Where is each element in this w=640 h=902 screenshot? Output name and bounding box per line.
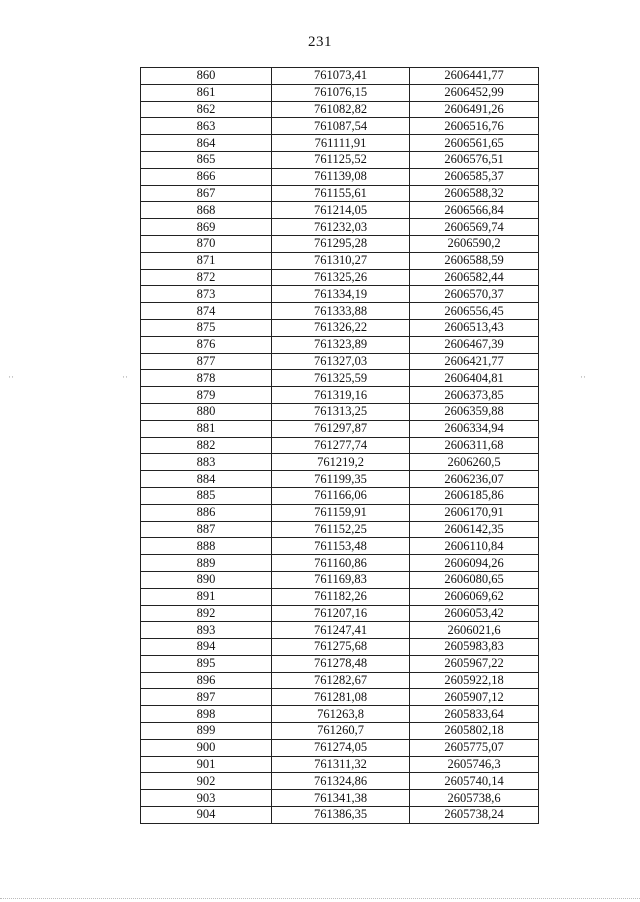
y-coordinate-cell: 2606588,59 (410, 252, 539, 269)
table-row (141, 353, 539, 370)
point-number-cell: 876 (141, 336, 272, 353)
y-coordinate-cell: 2605775,07 (410, 739, 539, 756)
y-coordinate-cell: 2606588,32 (410, 185, 539, 202)
coordinates-table (140, 67, 539, 824)
x-coordinate-cell: 761327,03 (272, 353, 410, 370)
point-number-cell: 901 (141, 756, 272, 773)
y-coordinate-cell: 2606094,26 (410, 555, 539, 572)
point-number-cell: 879 (141, 387, 272, 404)
point-number-cell: 871 (141, 252, 272, 269)
table-row (141, 588, 539, 605)
table-row (141, 252, 539, 269)
y-coordinate-cell: 2606421,77 (410, 353, 539, 370)
table-row (141, 403, 539, 420)
x-coordinate-cell: 761139,08 (272, 168, 410, 185)
table-row (141, 101, 539, 118)
x-coordinate-cell: 761153,48 (272, 538, 410, 555)
table-row (141, 202, 539, 219)
y-coordinate-cell: 2606441,77 (410, 68, 539, 85)
y-coordinate-cell: 2606556,45 (410, 303, 539, 320)
table-row (141, 151, 539, 168)
y-coordinate-cell: 2605738,6 (410, 790, 539, 807)
x-coordinate-cell: 761160,86 (272, 555, 410, 572)
point-number-cell: 863 (141, 118, 272, 135)
x-coordinate-cell: 761282,67 (272, 672, 410, 689)
y-coordinate-cell: 2606452,99 (410, 84, 539, 101)
x-coordinate-cell: 761326,22 (272, 319, 410, 336)
table-row (141, 487, 539, 504)
point-number-cell: 861 (141, 84, 272, 101)
x-coordinate-cell: 761325,59 (272, 370, 410, 387)
table-row (141, 689, 539, 706)
y-coordinate-cell: 2606142,35 (410, 521, 539, 538)
table-row (141, 118, 539, 135)
page-number: 231 (308, 34, 332, 50)
point-number-cell: 894 (141, 639, 272, 656)
table-body (141, 68, 539, 824)
x-coordinate-cell: 761219,2 (272, 454, 410, 471)
y-coordinate-cell: 2606069,62 (410, 588, 539, 605)
point-number-cell: 865 (141, 151, 272, 168)
x-coordinate-cell: 761277,74 (272, 437, 410, 454)
point-number-cell: 893 (141, 622, 272, 639)
point-number-cell: 887 (141, 521, 272, 538)
y-coordinate-cell: 2606080,65 (410, 571, 539, 588)
y-coordinate-cell: 2606334,94 (410, 420, 539, 437)
scan-edge (0, 898, 640, 899)
y-coordinate-cell: 2606513,43 (410, 319, 539, 336)
y-coordinate-cell: 2606110,84 (410, 538, 539, 555)
x-coordinate-cell: 761333,88 (272, 303, 410, 320)
x-coordinate-cell: 761152,25 (272, 521, 410, 538)
table-row (141, 471, 539, 488)
point-number-cell: 873 (141, 286, 272, 303)
x-coordinate-cell: 761169,83 (272, 571, 410, 588)
y-coordinate-cell: 2606566,84 (410, 202, 539, 219)
point-number-cell: 862 (141, 101, 272, 118)
point-number-cell: 898 (141, 706, 272, 723)
table-row (141, 672, 539, 689)
y-coordinate-cell: 2606021,6 (410, 622, 539, 639)
point-number-cell: 869 (141, 219, 272, 236)
y-coordinate-cell: 2605833,64 (410, 706, 539, 723)
y-coordinate-cell: 2605922,18 (410, 672, 539, 689)
x-coordinate-cell: 761323,89 (272, 336, 410, 353)
x-coordinate-cell: 761260,7 (272, 723, 410, 740)
y-coordinate-cell: 2606359,88 (410, 403, 539, 420)
x-coordinate-cell: 761295,28 (272, 235, 410, 252)
point-number-cell: 891 (141, 588, 272, 605)
x-coordinate-cell: 761278,48 (272, 655, 410, 672)
x-coordinate-cell: 761182,26 (272, 588, 410, 605)
table-row (141, 269, 539, 286)
point-number-cell: 885 (141, 487, 272, 504)
point-number-cell: 883 (141, 454, 272, 471)
y-coordinate-cell: 2606236,07 (410, 471, 539, 488)
y-coordinate-cell: 2605746,3 (410, 756, 539, 773)
point-number-cell: 870 (141, 235, 272, 252)
y-coordinate-cell: 2605740,14 (410, 773, 539, 790)
table-row (141, 739, 539, 756)
y-coordinate-cell: 2606467,39 (410, 336, 539, 353)
point-number-cell: 867 (141, 185, 272, 202)
y-coordinate-cell: 2606569,74 (410, 219, 539, 236)
table-row (141, 420, 539, 437)
table-row (141, 319, 539, 336)
table-row (141, 437, 539, 454)
point-number-cell: 903 (141, 790, 272, 807)
point-number-cell: 874 (141, 303, 272, 320)
point-number-cell: 888 (141, 538, 272, 555)
y-coordinate-cell: 2605967,22 (410, 655, 539, 672)
table-row (141, 807, 539, 824)
y-coordinate-cell: 2605802,18 (410, 723, 539, 740)
table-row (141, 571, 539, 588)
y-coordinate-cell: 2606491,26 (410, 101, 539, 118)
x-coordinate-cell: 761297,87 (272, 420, 410, 437)
table-row (141, 370, 539, 387)
x-coordinate-cell: 761111,91 (272, 135, 410, 152)
point-number-cell: 896 (141, 672, 272, 689)
point-number-cell: 900 (141, 739, 272, 756)
x-coordinate-cell: 761214,05 (272, 202, 410, 219)
point-number-cell: 878 (141, 370, 272, 387)
table-row (141, 521, 539, 538)
x-coordinate-cell: 761199,35 (272, 471, 410, 488)
x-coordinate-cell: 761325,26 (272, 269, 410, 286)
point-number-cell: 899 (141, 723, 272, 740)
point-number-cell: 866 (141, 168, 272, 185)
point-number-cell: 860 (141, 68, 272, 85)
y-coordinate-cell: 2605983,83 (410, 639, 539, 656)
x-coordinate-cell: 761386,35 (272, 807, 410, 824)
point-number-cell: 880 (141, 403, 272, 420)
y-coordinate-cell: 2606053,42 (410, 605, 539, 622)
table-row (141, 756, 539, 773)
x-coordinate-cell: 761207,16 (272, 605, 410, 622)
y-coordinate-cell: 2606404,81 (410, 370, 539, 387)
table-row (141, 303, 539, 320)
table-row (141, 790, 539, 807)
y-coordinate-cell: 2606170,91 (410, 504, 539, 521)
point-number-cell: 895 (141, 655, 272, 672)
point-number-cell: 882 (141, 437, 272, 454)
table-row (141, 773, 539, 790)
x-coordinate-cell: 761073,41 (272, 68, 410, 85)
x-coordinate-cell: 761247,41 (272, 622, 410, 639)
point-number-cell: 884 (141, 471, 272, 488)
x-coordinate-cell: 761310,27 (272, 252, 410, 269)
x-coordinate-cell: 761324,86 (272, 773, 410, 790)
table-row (141, 605, 539, 622)
x-coordinate-cell: 761125,52 (272, 151, 410, 168)
point-number-cell: 864 (141, 135, 272, 152)
table-row (141, 723, 539, 740)
x-coordinate-cell: 761263,8 (272, 706, 410, 723)
y-coordinate-cell: 2606311,68 (410, 437, 539, 454)
table-row (141, 538, 539, 555)
point-number-cell: 897 (141, 689, 272, 706)
y-coordinate-cell: 2606570,37 (410, 286, 539, 303)
x-coordinate-cell: 761341,38 (272, 790, 410, 807)
point-number-cell: 881 (141, 420, 272, 437)
y-coordinate-cell: 2606585,37 (410, 168, 539, 185)
x-coordinate-cell: 761311,32 (272, 756, 410, 773)
y-coordinate-cell: 2606373,85 (410, 387, 539, 404)
table-row (141, 555, 539, 572)
x-coordinate-cell: 761334,19 (272, 286, 410, 303)
y-coordinate-cell: 2606582,44 (410, 269, 539, 286)
table-row (141, 504, 539, 521)
x-coordinate-cell: 761076,15 (272, 84, 410, 101)
table-row (141, 168, 539, 185)
point-number-cell: 877 (141, 353, 272, 370)
y-coordinate-cell: 2606590,2 (410, 235, 539, 252)
x-coordinate-cell: 761313,25 (272, 403, 410, 420)
table-row (141, 135, 539, 152)
x-coordinate-cell: 761159,91 (272, 504, 410, 521)
x-coordinate-cell: 761319,16 (272, 387, 410, 404)
scan-speck: ·· (580, 372, 586, 382)
point-number-cell: 902 (141, 773, 272, 790)
table-row (141, 185, 539, 202)
y-coordinate-cell: 2605738,24 (410, 807, 539, 824)
table-row (141, 219, 539, 236)
x-coordinate-cell: 761274,05 (272, 739, 410, 756)
point-number-cell: 875 (141, 319, 272, 336)
point-number-cell: 872 (141, 269, 272, 286)
point-number-cell: 890 (141, 571, 272, 588)
table-row (141, 336, 539, 353)
x-coordinate-cell: 761166,06 (272, 487, 410, 504)
y-coordinate-cell: 2606561,65 (410, 135, 539, 152)
table-row (141, 286, 539, 303)
table-row (141, 387, 539, 404)
point-number-cell: 889 (141, 555, 272, 572)
table-row (141, 454, 539, 471)
point-number-cell: 886 (141, 504, 272, 521)
x-coordinate-cell: 761281,08 (272, 689, 410, 706)
scan-speck: ·· (8, 372, 14, 382)
y-coordinate-cell: 2606576,51 (410, 151, 539, 168)
table-row (141, 655, 539, 672)
point-number-cell: 868 (141, 202, 272, 219)
point-number-cell: 904 (141, 807, 272, 824)
x-coordinate-cell: 761082,82 (272, 101, 410, 118)
table-row (141, 706, 539, 723)
y-coordinate-cell: 2606185,86 (410, 487, 539, 504)
x-coordinate-cell: 761087,54 (272, 118, 410, 135)
x-coordinate-cell: 761155,61 (272, 185, 410, 202)
y-coordinate-cell: 2606516,76 (410, 118, 539, 135)
table-row (141, 622, 539, 639)
point-number-cell: 892 (141, 605, 272, 622)
table-row (141, 235, 539, 252)
y-coordinate-cell: 2605907,12 (410, 689, 539, 706)
table-row (141, 84, 539, 101)
y-coordinate-cell: 2606260,5 (410, 454, 539, 471)
table-row (141, 639, 539, 656)
table-row (141, 68, 539, 85)
x-coordinate-cell: 761232,03 (272, 219, 410, 236)
x-coordinate-cell: 761275,68 (272, 639, 410, 656)
scan-speck: ·· (122, 372, 128, 382)
